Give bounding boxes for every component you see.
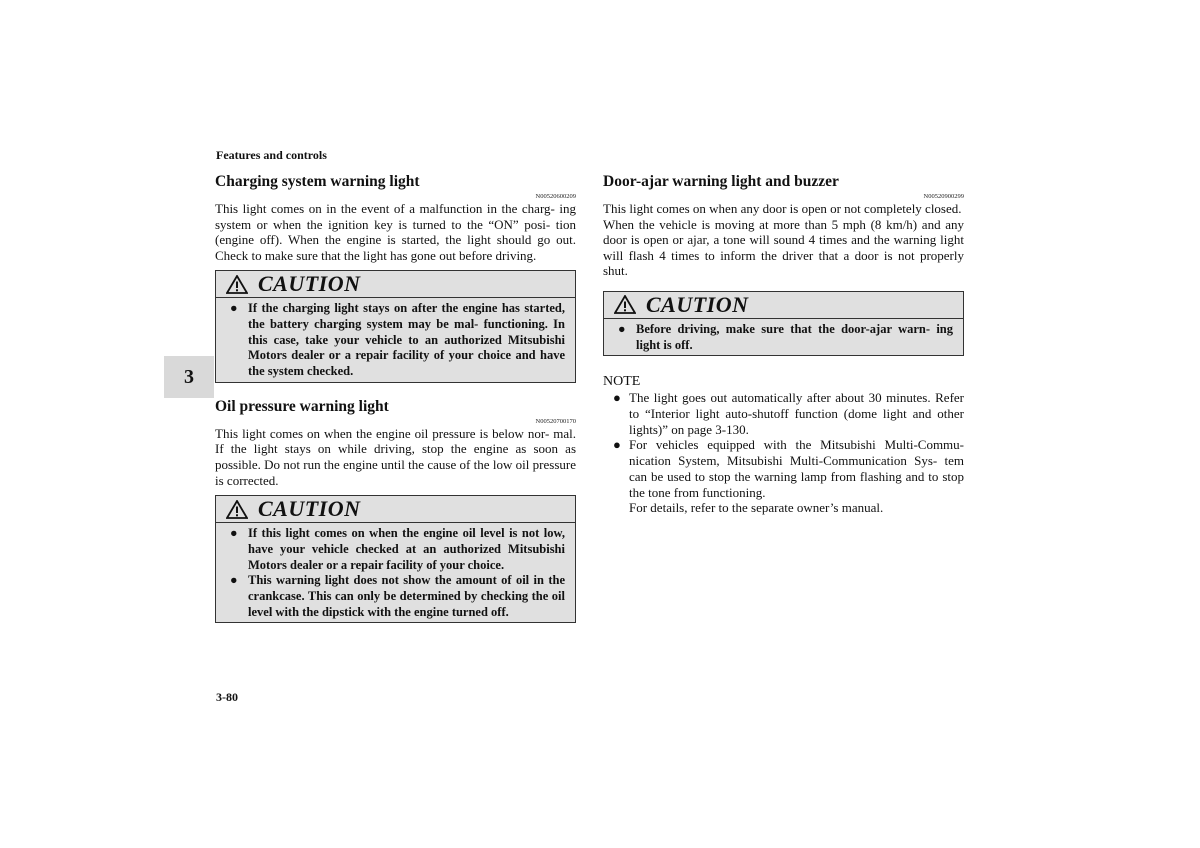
note-item: ● The light goes out automatically after about 30 minutes. Refer to “Interior light auto-shutoff function (dome light and other lights)” on page 3-130.: [603, 390, 964, 437]
caution-title: CAUTION: [258, 496, 361, 522]
caution-item: ● If the charging light stays on after the engine has started, the battery charging system may be mal- functioning. In this case, take your vehicle to an authorized Mitsubishi Motors dealer or a repair facility of your choice and have the system checked.: [230, 301, 565, 379]
charging-text: This light comes on in the event of a malfunction in the charg- ing system or when the ignition key is turned to the “ON” posi- tion (engine off). When the engine is started, the light should go out. Check to make sure that the light has gone out before driving.: [215, 201, 576, 263]
oil-code: N00520700170: [535, 417, 576, 425]
caution-body: [216, 523, 575, 622]
bullet-icon: ●: [230, 301, 238, 316]
caution-body: [216, 298, 575, 382]
warning-triangle-icon: [226, 500, 248, 519]
caution-header: [216, 496, 575, 523]
caution-box-oil: [215, 495, 576, 623]
bullet-icon: ●: [618, 321, 626, 336]
caution-item: ● If this light comes on when the engine oil level is not low, have your vehicle checked at an authorized Mitsubishi Motors dealer or a repair facility of your choice.: [230, 526, 565, 572]
bullet-icon: ●: [613, 437, 621, 453]
charging-code: N00520600209: [535, 193, 576, 200]
caution-item: ● Before driving, make sure that the door-ajar warn- ing light is off.: [618, 321, 953, 352]
oil-text: This light comes on when the engine oil pressure is below nor- mal. If the light stays on while driving, stop the engine as soon as possible. Do not run the engine until the cause of the low oil pressure is corrected.: [215, 425, 576, 488]
right-column: [603, 172, 964, 516]
bullet-icon: ●: [613, 390, 621, 406]
oil-title: Oil pressure warning light: [215, 397, 389, 415]
caution-header: [604, 292, 963, 319]
chapter-number: 3: [184, 365, 194, 388]
bullet-icon: ●: [230, 526, 238, 541]
caution-title: CAUTION: [646, 291, 749, 317]
section-header: Features and controls: [216, 148, 327, 162]
left-column: [215, 172, 576, 623]
caution-body: [604, 319, 963, 355]
charging-title: Charging system warning light: [215, 173, 420, 190]
door-code: N00520900299: [923, 193, 964, 200]
caution-item: ● This warning light does not show the amount of oil in the crankcase. This can only be determined by checking the oil level with the dipstick with the engine turned off.: [230, 573, 565, 619]
caution-title: CAUTION: [258, 271, 361, 297]
note-heading: NOTE: [603, 374, 641, 390]
caution-box-charging: [215, 270, 576, 383]
caution-header: [216, 271, 575, 298]
door-title: Door-ajar warning light and buzzer: [603, 173, 839, 190]
note-item: ● For vehicles equipped with the Mitsubishi Multi-Commu- nication System, Mitsubishi Multi-Communication Sys- tem can be used to stop the warning lamp from flashing and to stop the tone from functioning. For details, refer to the separate owner’s manual.: [603, 437, 964, 516]
bullet-icon: ●: [230, 573, 238, 588]
page-number: 3-80: [216, 690, 238, 704]
caution-box-door: [603, 291, 964, 356]
door-text: This light comes on when any door is open or not completely closed. When the vehicle is moving at more than 5 mph (8 km/h) and any door is open or ajar, a tone will sound 4 times and the warning light will flash 4 times to inform the driver that a door is not properly shut.: [603, 201, 964, 279]
warning-triangle-icon: [614, 295, 636, 314]
chapter-tab: [164, 356, 214, 398]
warning-triangle-icon: [226, 275, 248, 294]
